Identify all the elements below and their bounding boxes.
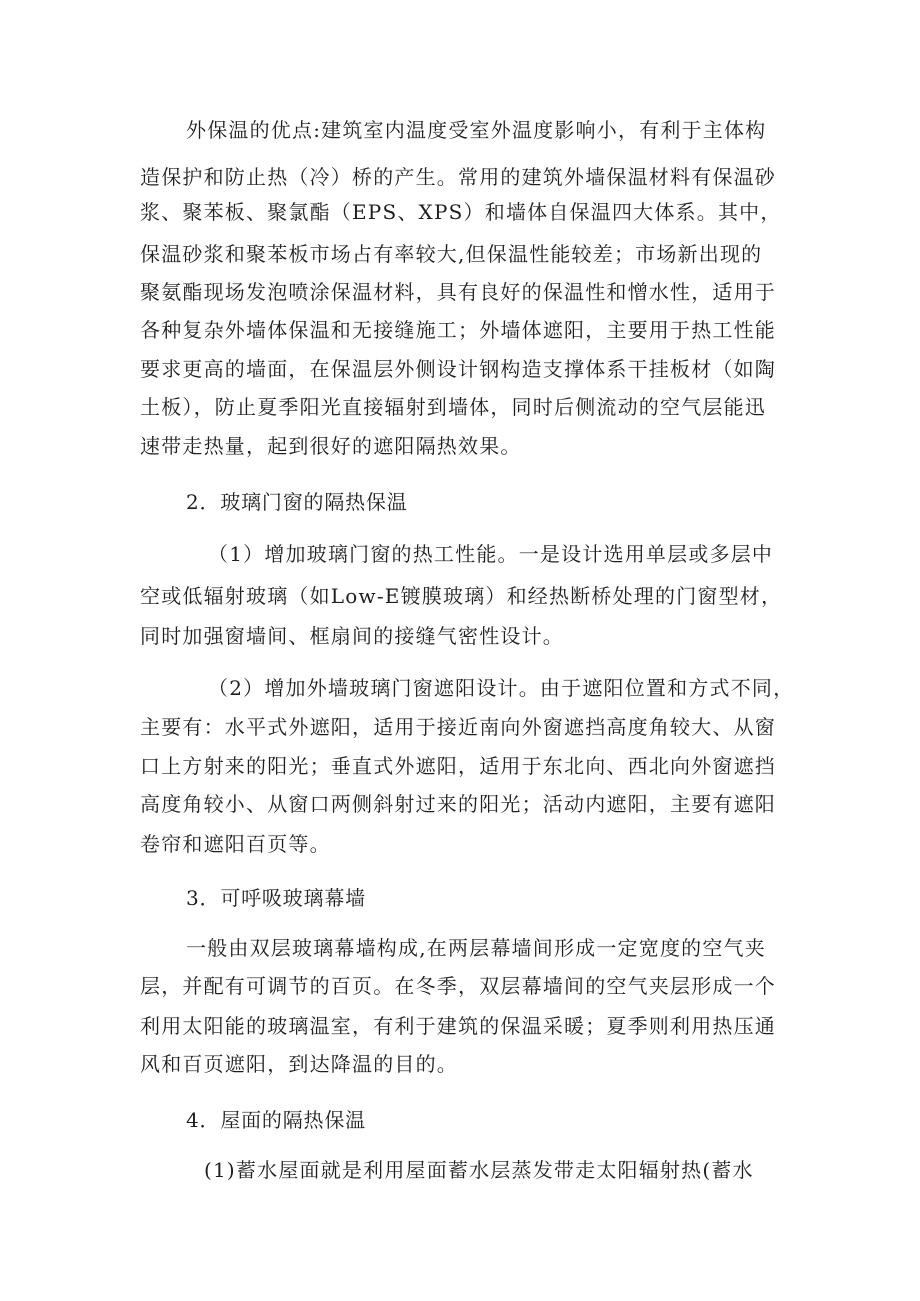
paragraph-line: 各种复杂外墙体保温和无接缝施工；外墙体遮阳，主要用于热工性能	[140, 318, 776, 342]
paragraph-line: 聚氨酯现场发泡喷涂保温材料，具有良好的保温性和憎水性，适用于	[140, 280, 776, 304]
paragraph-line: （2）增加外墙玻璃门窗遮阳设计。由于遮阳位置和方式不同，	[208, 676, 795, 700]
section-heading: 3．可呼吸玻璃幕墙	[186, 886, 366, 910]
paragraph-line: 要求更高的墙面，在保温层外侧设计钢构造支撑体系干挂板材（如陶	[140, 357, 776, 381]
paragraph-line: 土板），防止夏季阳光直接辐射到墙体，同时后侧流动的空气层能迅	[140, 395, 766, 419]
paragraph-line: (1)蓄水屋面就是利用屋面蓄水层蒸发带走太阳辐射热(蓄水	[204, 1158, 754, 1182]
paragraph-line: 造保护和防止热（冷）桥的产生。常用的建筑外墙保温材料有保温砂	[140, 165, 776, 189]
paragraph-line: 利用太阳能的玻璃温室，有利于建筑的保温采暖；夏季则利用热压通	[140, 1014, 776, 1038]
paragraph-line: （1）增加玻璃门窗的热工性能。一是设计选用单层或多层中	[208, 542, 774, 566]
paragraph-line: 风和百页遮阳，到达降温的目的。	[140, 1052, 458, 1076]
paragraph-line: 浆、聚苯板、聚氯酯（EPS、XPS）和墙体自保温四大体系。其中，	[140, 200, 782, 224]
paragraph-line: 外保温的优点:建筑室内温度受室外温度影响小，有利于主体构	[186, 118, 767, 142]
section-heading: 2．玻璃门窗的隔热保温	[186, 490, 408, 514]
paragraph-line: 速带走热量，起到很好的遮阳隔热效果。	[140, 434, 522, 458]
section-heading: 4．屋面的隔热保温	[186, 1108, 366, 1132]
paragraph-line: 同时加强窗墙间、框扇间的接缝气密性设计。	[140, 624, 564, 648]
paragraph-line: 卷帘和遮阳百页等。	[140, 832, 331, 856]
paragraph-line: 主要有：水平式外遮阳，适用于接近南向外窗遮挡高度角较大、从窗	[140, 715, 776, 739]
paragraph-line: 保温砂浆和聚苯板市场占有率较大,但保温性能较差；市场新出现的	[140, 242, 763, 266]
paragraph-line: 口上方射来的阳光；垂直式外遮阳，适用于东北向、西北向外窗遮挡	[140, 754, 776, 778]
paragraph-line: 高度角较小、从窗口两侧斜射过来的阳光；活动内遮阳，主要有遮阳	[140, 792, 776, 816]
paragraph-line: 空或低辐射玻璃（如Low-E镀膜玻璃）和经热断桥处理的门窗型材，	[140, 584, 783, 608]
paragraph-line: 一般由双层玻璃幕墙构成,在两层幕墙间形成一定宽度的空气夹	[186, 936, 766, 960]
paragraph-line: 层，并配有可调节的百页。在冬季，双层幕墙间的空气夹层形成一个	[140, 974, 776, 998]
